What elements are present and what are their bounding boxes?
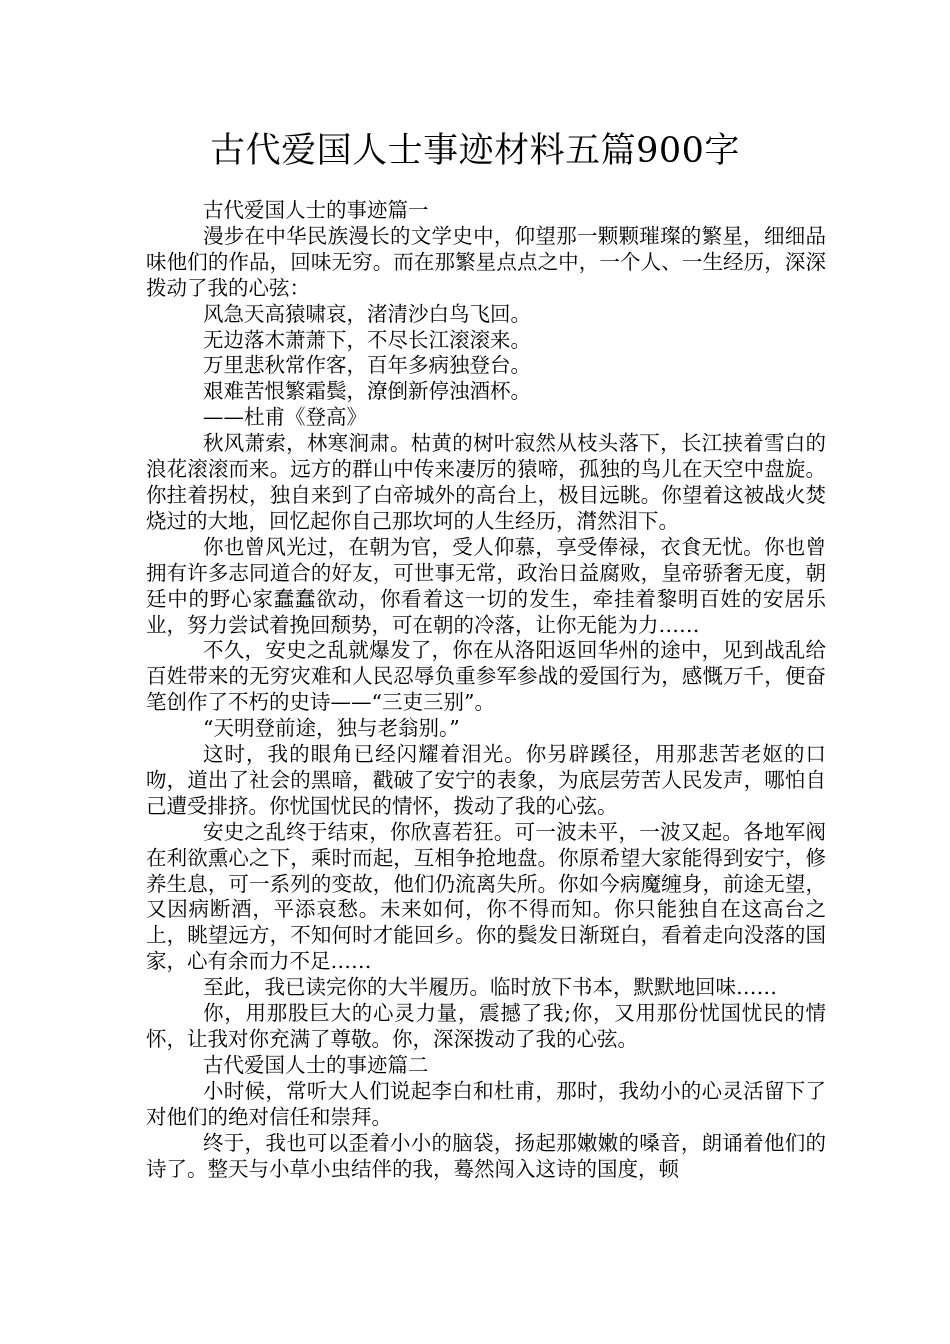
document-body: [146, 198, 826, 1182]
poem-attribution: ——杜甫《登高》: [203, 405, 367, 430]
paragraph: 终于，我也可以歪着小小的脑袋，扬起那嫩嫩的嗓音，朗诵着他们的诗了。整天与小草小虫结伴的我，蓦然闯入这诗的国度，顿: [146, 1130, 826, 1181]
paragraph: 你，用那股巨大的心灵力量，震撼了我;你，又用那份忧国忧民的情怀，让我对你充满了尊敬。你，深深拨动了我的心弦。: [146, 1001, 826, 1051]
paragraph: 至此，我已读完你的大半履历。临时放下书本，默默地回味……: [203, 975, 777, 1000]
paragraph: 你也曾风光过，在朝为官，受人仰慕，享受俸禄，衣食无忧。你也曾拥有许多志同道合的好友，可世事无常，政治日益腐败，皇帝骄奢无度，朝廷中的野心家蠢蠢欲动，你看着这一切的发生，牵挂着黎明百姓的安居乐业，努力尝试着挽回颓势，可在朝的冷落，让你无能为力……: [146, 534, 826, 637]
poem-line: 万里悲秋常作客，百年多病独登台。: [203, 353, 531, 378]
paragraph: 安史之乱终于结束，你欣喜若狂。可一波未平，一波又起。各地军阀在利欲熏心之下，乘时而起，互相争抢地盘。你原希望大家能得到安宁，修养生息，可一系列的变故，他们仍流离失所。你如今病魔缠身，前途无望，又因病断酒，平添哀愁。未来如何，你不得而知。你只能独自在这高台之上，眺望远方，不知何时才能回乡。你的鬓发日渐斑白，看着走向没落的国家，心有余而力不足……: [146, 819, 826, 974]
poem-line: 风急天高猿啸哀，渚清沙白鸟飞回。: [203, 301, 531, 326]
paragraph: 不久，安史之乱就爆发了，你在从洛阳返回华州的途中，见到战乱给百姓带来的无穷灾难和人民忍辱负重参军参战的爱国行为，感慨万千，便奋笔创作了不朽的史诗——“三吏三别”。: [146, 638, 826, 715]
document-title: 古代爱国人士事迹材料五篇900字: [210, 131, 740, 171]
paragraph: 小时候，常听大人们说起李白和杜甫，那时，我幼小的心灵活留下了对他们的绝对信任和崇拜。: [146, 1078, 826, 1129]
paragraph: 这时，我的眼角已经闪耀着泪光。你另辟蹊径，用那悲苦老妪的口吻，道出了社会的黑暗，戳破了安宁的表象，为底层劳苦人民发声，哪怕自己遭受排挤。你忧国忧民的情怀，拨动了我的心弦。: [146, 742, 826, 818]
section-heading: 古代爱国人士的事迹篇二: [203, 1052, 429, 1077]
paragraph: 秋风萧索，林寒涧肃。枯黄的树叶寂然从枝头落下，长江挟着雪白的浪花滚滚而来。远方的群山中传来凄厉的猿啼，孤独的鸟儿在天空中盘旋。你拄着拐杖，独自来到了白帝城外的高台上，极目远眺。你望着这被战火焚烧过的大地，回忆起你自己那坎坷的人生经历，潸然泪下。: [146, 431, 826, 533]
poem-line: 无边落木萧萧下，不尽长江滚滚来。: [203, 327, 531, 352]
paragraph: 漫步在中华民族漫长的文学史中，仰望那一颗颗璀璨的繁星，细细品味他们的作品，回味无穷。而在那繁星点点之中，一个人、一生经历，深深拨动了我的心弦：: [146, 223, 826, 300]
poem-quote: “天明登前途，独与老翁别。”: [203, 716, 460, 741]
section-heading: 古代爱国人士的事迹篇一: [203, 198, 429, 222]
poem-line: 艰难苦恨繁霜鬓，潦倒新停浊酒杯。: [203, 379, 531, 404]
